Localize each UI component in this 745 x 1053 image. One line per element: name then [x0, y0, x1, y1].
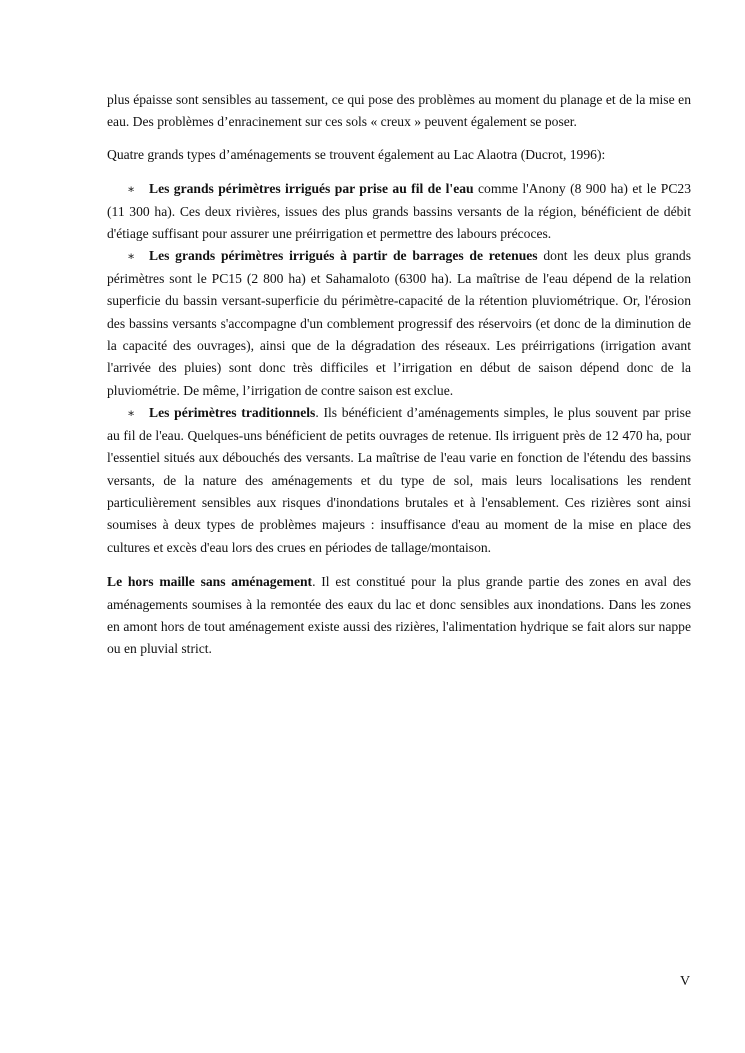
list-item	[107, 402, 691, 559]
document-body	[107, 89, 691, 661]
hors-maille-paragraph	[107, 571, 691, 661]
list-item-title: Les grands périmètres irrigués par prise au fil de l'eau	[149, 181, 474, 197]
asterisk-bullet-icon: ∗	[127, 182, 136, 197]
hors-maille-title: Le hors maille sans aménagement	[107, 574, 313, 590]
page-number: V	[680, 974, 691, 989]
list-item	[107, 178, 691, 245]
list-item-title: Les grands périmètres irrigués à partir de barrages de retenues	[149, 248, 538, 264]
list-item-text: dont les deux plus grands périmètres sont le PC15 (2 800 ha) et Sahamaloto (6300 ha). La maîtrise de l'eau dépend de la relation superficie du bassin versant-superficie du périmètre-capacité de la rétention pluviométrique. Or, l'érosion des bassins versants s'accompagne d'un comblement progressif des réservoirs (et donc de la diminution de la capacité des ouvrages), ainsi que de la dégradation des réseaux. Les préirrigations (irrigation avant l'arrivée des pluies) sont donc très difficiles et l’irrigation en début de saison dépend donc de la pluviométrie. De même, l’irrigation de contre saison est exclue.	[107, 248, 691, 398]
asterisk-bullet-icon: ∗	[127, 249, 136, 264]
asterisk-bullet-icon: ∗	[127, 406, 136, 421]
list-item	[107, 245, 691, 402]
hors-maille-text: . Il est constitué pour la plus grande partie des zones en aval des aménagements soumises à la remontée des eaux du lac et donc sensibles aux inondations. Dans les zones en amont hors de tout aménagement existe aussi des rizières, l'alimentation hydrique se fait alors sur nappe ou en pluvial strict.	[107, 574, 691, 657]
list-item-text: . Ils bénéficient d’aménagements simples, le plus souvent par prise au fil de l'eau. Quelques-uns bénéficient de petits ouvrages de retenue. Ils irriguent près de 12 470 ha, pour l'essentiel situés aux débouchés des versants. La maîtrise de l'eau varie en fonction de l'étendu des bassins versants, de la nature des aménagements et du type de sol, mais leurs localisations les rendent particulièrement sensibles aux risques d'inondations brutales et à l'ensablement. Ces rizières sont ainsi soumises à deux types de problèmes majeurs : insuffisance d'eau au moment de la mise en place des cultures et excès d'eau lors des crues en périodes de tallage/montaison.	[107, 405, 691, 555]
intro-continuation-paragraph: plus épaisse sont sensibles au tassement, ce qui pose des problèmes au moment du planage et de la mise en eau. Des problèmes d’enracinement sur ces sols « creux » peuvent également se poser.	[107, 92, 691, 130]
list-item-text: comme l'Anony (8 900 ha) et le PC23 (11 300 ha). Ces deux rivières, issues des plus grands bassins versants de la région, bénéficient de débit d'étiage suffisant pour assurer une préirrigation et permettre des labours précoces.	[107, 181, 692, 242]
list-item-title: Les périmètres traditionnels	[149, 405, 316, 421]
types-intro-paragraph: Quatre grands types d’aménagements se trouvent également au Lac Alaotra (Ducrot, 1996):	[107, 146, 606, 162]
